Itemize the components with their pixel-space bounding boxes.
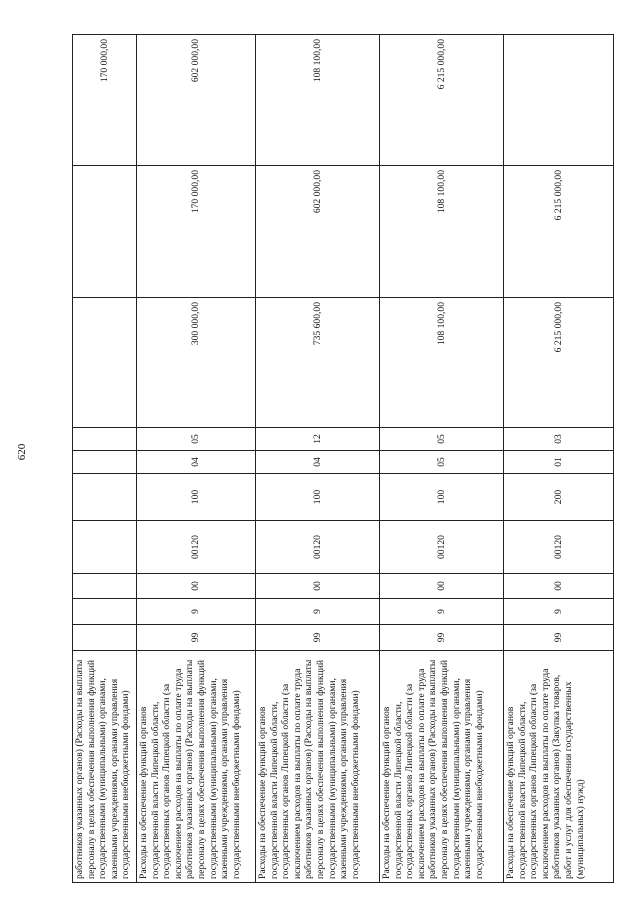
code-cell: 01 xyxy=(504,451,614,474)
code-cell: 00120 xyxy=(380,521,504,574)
code-cell: 99 xyxy=(137,625,256,651)
code-cell: 9 xyxy=(380,599,504,625)
amount-cell: 602 000,00 xyxy=(256,166,380,298)
page-number: 620 xyxy=(16,443,28,461)
code-cell: 00 xyxy=(137,574,256,599)
table-row xyxy=(256,35,380,883)
amount-cell: 108 100,00 xyxy=(380,166,504,298)
amount-cell xyxy=(73,298,137,428)
code-cell xyxy=(73,428,137,451)
amount-cell: 6 215 000,00 xyxy=(504,298,614,428)
row-description: работников указанных органов) (Расходы на выплаты персоналу в целях обеспечения выполнения функций государственными (муниципальными) органами, казенными учреждениями, органами управления государственными внебюджетными фондами) xyxy=(73,651,137,883)
amount-cell: 108 100,00 xyxy=(256,35,380,166)
row-description: Расходы на обеспечение функций органов государственной власти Липецкой области, государственных органов Липецкой области (за исключением расходов на выплаты по оплате труда работников указанных органов) (Расходы на выплаты персоналу в целях обеспечения выполнения функций государственными (муниципальными) органами, казенными учреждениями, органами управления государственными внебюджетными фондами) xyxy=(256,651,380,883)
code-cell xyxy=(73,574,137,599)
code-cell: 00 xyxy=(256,574,380,599)
code-cell xyxy=(73,451,137,474)
code-cell: 99 xyxy=(256,625,380,651)
amount-cell: 6 215 000,00 xyxy=(380,35,504,166)
amount-cell: 300 000,00 xyxy=(137,298,256,428)
code-cell: 9 xyxy=(256,599,380,625)
code-cell xyxy=(73,474,137,521)
code-cell: 99 xyxy=(380,625,504,651)
table-row xyxy=(504,35,614,883)
code-cell: 04 xyxy=(137,451,256,474)
code-cell: 05 xyxy=(380,428,504,451)
budget-table xyxy=(72,34,614,883)
code-cell: 9 xyxy=(137,599,256,625)
code-cell xyxy=(73,599,137,625)
row-description: Расходы на обеспечение функций органов государственной власти Липецкой области, государственных органов Липецкой области (за исключением расходов на выплаты по оплате труда работников указанных органов) (Расходы на выплаты персоналу в целях обеспечения выполнения функций государственными (муниципальными) органами, казенными учреждениями, органами управления государственными внебюджетными фондами) xyxy=(380,651,504,883)
code-cell: 100 xyxy=(137,474,256,521)
table-row xyxy=(380,35,504,883)
code-cell: 04 xyxy=(256,451,380,474)
code-cell: 100 xyxy=(380,474,504,521)
code-cell: 100 xyxy=(256,474,380,521)
code-cell: 00 xyxy=(504,574,614,599)
table-row xyxy=(73,35,137,883)
amount-cell: 170 000,00 xyxy=(137,166,256,298)
row-description: Расходы на обеспечение функций органов государственной власти Липецкой области, государственных органов Липецкой области (за исключением расходов на выплаты по оплате труда работников указанных органов) (Закупка товаров, работ и услуг для обеспечения государственных (муниципальных) нужд) xyxy=(504,651,614,883)
code-cell: 9 xyxy=(504,599,614,625)
amount-cell xyxy=(73,166,137,298)
code-cell: 12 xyxy=(256,428,380,451)
amount-cell: 6 215 000,00 xyxy=(504,166,614,298)
code-cell: 03 xyxy=(504,428,614,451)
code-cell xyxy=(73,625,137,651)
code-cell: 00120 xyxy=(256,521,380,574)
amount-cell xyxy=(504,35,614,166)
code-cell: 200 xyxy=(504,474,614,521)
budget-table-rotated xyxy=(72,35,613,883)
amount-cell: 108 100,00 xyxy=(380,298,504,428)
code-cell: 99 xyxy=(504,625,614,651)
code-cell: 00120 xyxy=(504,521,614,574)
amount-cell: 735 600,00 xyxy=(256,298,380,428)
code-cell: 00 xyxy=(380,574,504,599)
amount-cell: 602 000,00 xyxy=(137,35,256,166)
code-cell xyxy=(73,521,137,574)
code-cell: 05 xyxy=(137,428,256,451)
amount-cell: 170 000,00 xyxy=(73,35,137,166)
row-description: Расходы на обеспечение функций органов государственной власти Липецкой области, государственных органов Липецкой области (за исключением расходов на выплаты по оплате труда работников указанных органов) (Расходы на выплаты персоналу в целях обеспечения выполнения функций государственными (муниципальными) органами, казенными учреждениями, органами управления государственными внебюджетными фондами) xyxy=(137,651,256,883)
code-cell: 05 xyxy=(380,451,504,474)
table-row xyxy=(137,35,256,883)
code-cell: 00120 xyxy=(137,521,256,574)
